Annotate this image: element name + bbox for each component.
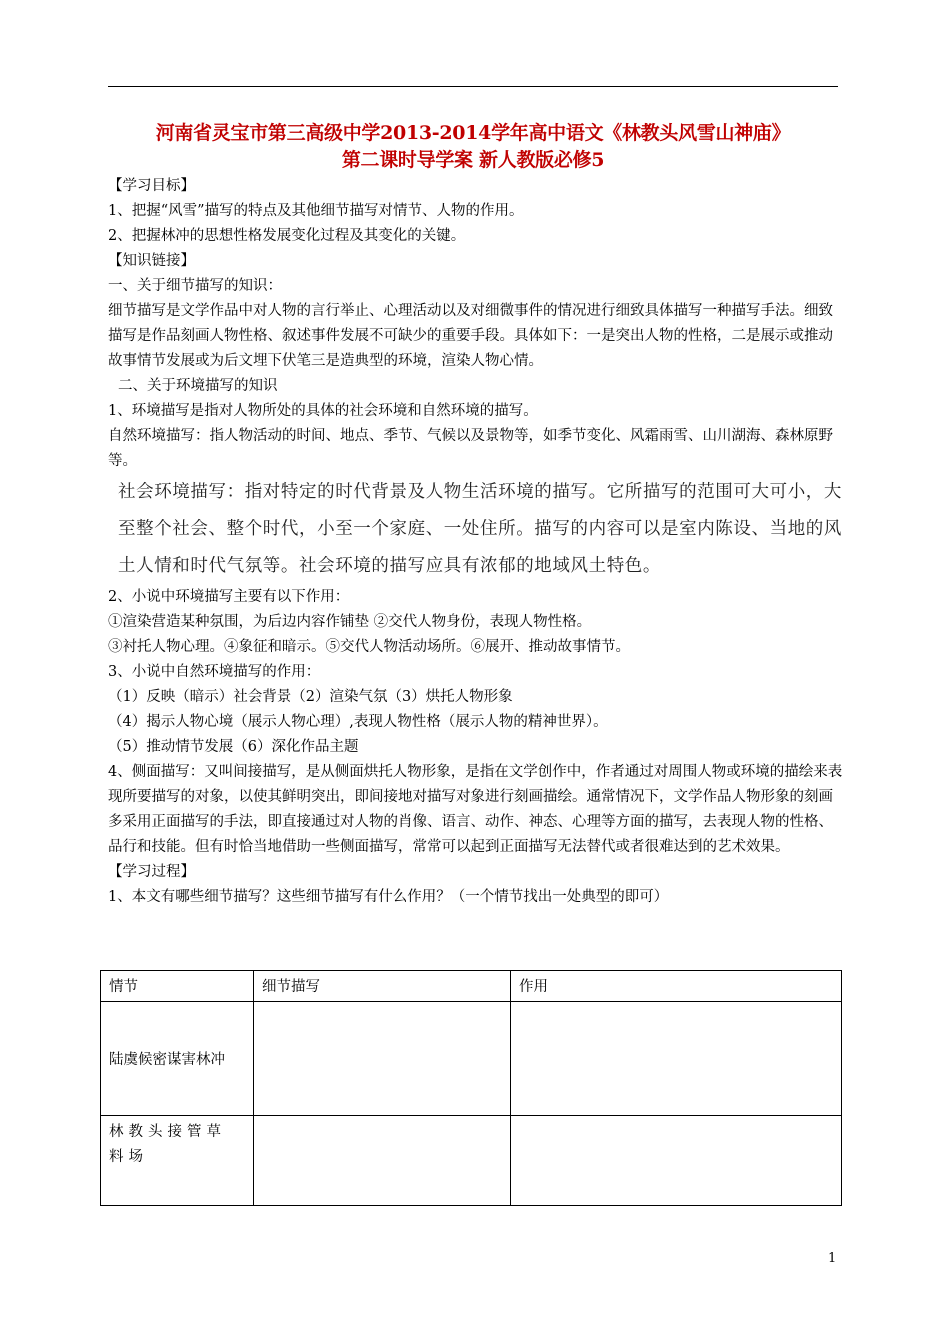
environment-role-a: ①渲染营造某种氛围，为后边内容作铺垫 ②交代人物身份，表现人物性格。	[108, 614, 592, 630]
table-cell-plot: 林教头接管草料场	[101, 1116, 254, 1206]
environment-point-1: 1、环境描写是指对人物所处的具体的社会环境和自然环境的描写。	[108, 403, 538, 419]
knowledge-link-heading: 【知识链接】	[108, 253, 195, 269]
table-header-row	[101, 971, 842, 1002]
environment-point-2: 2、小说中环境描写主要有以下作用：	[108, 589, 350, 605]
goal-item-1: 1、把握“风雪”描写的特点及其他细节描写对情节、人物的作用。	[108, 203, 524, 219]
document-title-line2: 第二课时导学案 新人教版必修5	[341, 149, 605, 171]
table-cell-effect[interactable]	[511, 1002, 842, 1116]
table-row	[101, 1116, 842, 1206]
document-title-line1: 河南省灵宝市第三高级中学2013-2014学年高中语文《林教头风雪山神庙》	[155, 122, 791, 144]
table-header-plot: 情节	[101, 971, 254, 1002]
natural-environment-text: 自然环境描写：指人物活动的时间、地点、季节、气候以及景物等，如季节变化、风霜雨雪、山川湖海、森林原野等。	[108, 428, 833, 469]
page-number: 1	[828, 1251, 837, 1266]
natural-role-c: （5）推动情节发展（6）深化作品主题	[108, 739, 359, 755]
section-detail-text: 细节描写是文学作品中对人物的言行举止、心理活动以及对细微事件的情况进行细致具体描写一种描写手法。细致描写是作品刻画人物性格、叙述事件发展不可缺少的重要手段。具体如下：一是突出人物的性格，二是展示或推动故事情节发展或为后文埋下伏笔三是造典型的环境，渲染人物心情。	[108, 303, 833, 369]
natural-role-b: （4）揭示人物心境（展示人物心理）,表现人物性格（展示人物的精神世界）。	[108, 714, 608, 730]
table-header-effect: 作用	[511, 971, 842, 1002]
process-heading: 【学习过程】	[108, 864, 195, 880]
side-description-text: 4、侧面描写：又叫间接描写，是从侧面烘托人物形象，是指在文学创作中，作者通过对周围人物或环境的描绘来表现所要描写的对象，以使其鲜明突出，即间接地对描写对象进行刻画描绘。通常情况下，文学作品人物形象的刻画多采用正面描写的手法，即直接通过对人物的肖像、语言、动作、神态、心理等方面的描写，去表现人物的性格、品行和技能。但有时恰当地借助一些侧面描写，常常可以起到正面描写无法替代或者很难达到的艺术效果。	[108, 764, 843, 855]
table-cell-effect[interactable]	[511, 1116, 842, 1206]
section-environment-heading: 二、关于环境描写的知识	[118, 378, 278, 394]
goal-heading: 【学习目标】	[108, 178, 195, 194]
section-detail-heading: 一、关于细节描写的知识：	[108, 278, 282, 294]
question-1: 1、本文有哪些细节描写？这些细节描写有什么作用？（一个情节找出一处典型的即可）	[108, 889, 669, 905]
environment-point-3: 3、小说中自然环境描写的作用：	[108, 664, 321, 680]
header-rule	[108, 86, 838, 87]
social-environment-text: 社会环境描写：指对特定的时代背景及人物生活环境的描写。它所描写的范围可大可小，大至整个社会、整个时代，小至一个家庭、一处住所。描写的内容可以是室内陈设、当地的风土人情和时代气氛等。社会环境的描写应具有浓郁的地域风土特色。	[118, 482, 842, 576]
table-cell-plot: 陆虞候密谋害林冲	[101, 1002, 254, 1116]
table-cell-detail[interactable]	[254, 1002, 511, 1116]
goal-item-2: 2、把握林冲的思想性格发展变化过程及其变化的关键。	[108, 228, 466, 244]
document-body	[108, 174, 843, 910]
natural-role-a: （1）反映（暗示）社会背景（2）渲染气氛（3）烘托人物形象	[108, 689, 513, 705]
table-header-detail: 细节描写	[254, 971, 511, 1002]
detail-table	[100, 970, 842, 1206]
table-cell-detail[interactable]	[254, 1116, 511, 1206]
environment-role-b: ③衬托人物心理。④象征和暗示。⑤交代人物活动场所。⑥展开、推动故事情节。	[108, 639, 630, 655]
table-row	[101, 1002, 842, 1116]
